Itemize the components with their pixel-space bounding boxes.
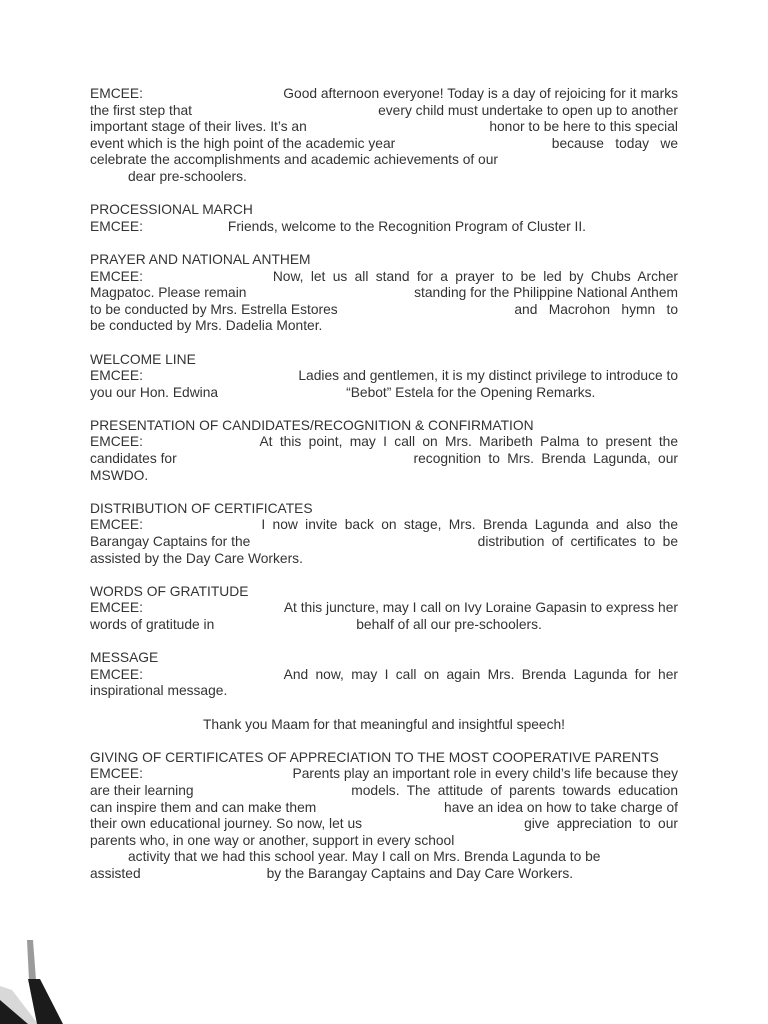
line-left: Magpatoc. Please remain xyxy=(90,285,247,301)
text-line xyxy=(90,534,678,551)
section-heading: PRAYER AND NATIONAL ANTHEM xyxy=(90,251,311,267)
line-right: At this juncture, may I call on Ivy Loraine Gapasin to express her xyxy=(283,600,678,616)
text-line: be conducted by Mrs. Dadelia Monter. xyxy=(90,318,323,334)
tab-gap xyxy=(143,230,228,231)
text-line xyxy=(90,368,678,385)
section-heading: WELCOME LINE xyxy=(90,351,196,367)
text-line: activity that we had this school year. May I call on Mrs. Brenda Lagunda to be xyxy=(128,849,601,865)
line-right: honor to be here to this special xyxy=(489,119,678,135)
text-line xyxy=(90,617,678,634)
text-line: dear pre-schoolers. xyxy=(128,168,247,184)
line-left: EMCEE: xyxy=(90,268,143,284)
text-line xyxy=(90,269,678,286)
line-right: Good afternoon everyone! Today is a day of rejoicing for it marks xyxy=(283,86,678,101)
line-left: their own educational journey. So now, let us xyxy=(90,816,363,832)
text-line xyxy=(90,285,678,302)
line-left: EMCEE: xyxy=(90,600,143,616)
section-opening xyxy=(90,86,678,186)
scan-line-shape xyxy=(27,940,36,980)
line-left: important stage of their lives. It’s an xyxy=(90,119,307,135)
acknowledgement-line: Thank you Maam for that meaningful and insightful speech! xyxy=(203,716,565,732)
line-left: can inspire them and can make them xyxy=(90,799,317,815)
tab-gap xyxy=(141,877,267,878)
line-left: to be conducted by Mrs. Estrella Estores xyxy=(90,301,338,317)
line-left: EMCEE: xyxy=(90,517,143,533)
scan-corner-artifact xyxy=(0,934,70,1024)
text-line xyxy=(90,86,678,103)
line-left: the first step that xyxy=(90,102,192,118)
text-line xyxy=(90,136,678,153)
line-right: distribution of certificates to be xyxy=(477,534,678,550)
section-heading: WORDS OF GRATITUDE xyxy=(90,583,249,599)
text-line xyxy=(90,667,678,684)
text-line: parents who, in one way or another, support in every school xyxy=(90,832,455,848)
line-right: recognition to Mrs. Brenda Lagunda, our xyxy=(413,451,678,467)
text-line xyxy=(90,451,678,468)
line-right: give appreciation to our xyxy=(524,816,678,832)
line-left: EMCEE: xyxy=(90,218,143,234)
text-line xyxy=(90,103,678,120)
section-giving-of-certificates xyxy=(90,750,678,883)
section-welcome-line xyxy=(90,352,678,402)
line-right: At this point, may I call on Mrs. Maribeth Palma to present the xyxy=(259,434,678,450)
line-right: And now, may I call on again Mrs. Brenda Lagunda for her xyxy=(283,666,678,682)
line-left: you our Hon. Edwina xyxy=(90,384,219,400)
line-right: models. The attitude of parents towards education xyxy=(351,782,678,798)
line-left: event which is the high point of the academic year xyxy=(90,135,396,151)
section-heading: PROCESSIONAL MARCH xyxy=(90,202,253,218)
text-line: celebrate the accomplishments and academic achievements of our xyxy=(90,152,498,168)
line-right: Ladies and gentlemen, it is my distinct privilege to introduce to xyxy=(298,368,678,384)
line-left: EMCEE: xyxy=(90,368,143,384)
line-left: EMCEE: xyxy=(90,86,143,101)
section-distribution-of-certificates xyxy=(90,501,678,567)
text-line xyxy=(90,385,678,402)
text-line xyxy=(90,783,678,800)
line-left: EMCEE: xyxy=(90,434,143,450)
text-line xyxy=(90,800,678,817)
text-line xyxy=(90,600,678,617)
acknowledgement-line-block xyxy=(90,717,678,734)
line-right: behalf of all our pre-schoolers. xyxy=(356,617,542,632)
text-line: MSWDO. xyxy=(90,467,149,483)
text-line xyxy=(90,219,678,236)
tab-gap xyxy=(214,628,356,629)
line-right: standing for the Philippine National Anthem xyxy=(414,285,678,301)
scan-mark-shape xyxy=(28,979,63,1024)
text-line xyxy=(90,766,678,783)
tab-gap xyxy=(218,396,346,397)
line-left: EMCEE: xyxy=(90,766,143,782)
text-line xyxy=(90,866,678,883)
text-line xyxy=(90,434,678,451)
line-right: I now invite back on stage, Mrs. Brenda Lagunda and also the xyxy=(261,517,678,533)
line-left: candidates for xyxy=(90,451,177,467)
section-heading: PRESENTATION OF CANDIDATES/RECOGNITION & CONFIRMATION xyxy=(90,417,534,433)
text-line xyxy=(90,302,678,319)
text-line xyxy=(90,517,678,534)
section-processional-march xyxy=(90,202,678,235)
text-line: assisted by the Day Care Workers. xyxy=(90,550,303,566)
line-left: words of gratitude in xyxy=(90,617,215,632)
line-left: EMCEE: xyxy=(90,666,143,682)
line-right: because today we xyxy=(551,135,678,151)
line-right: have an idea on how to take charge of xyxy=(444,799,678,815)
line-right: “Bebot” Estela for the Opening Remarks. xyxy=(346,384,596,400)
section-heading: DISTRIBUTION OF CERTIFICATES xyxy=(90,500,313,516)
line-right: and Macrohon hymn to xyxy=(514,301,678,317)
text-line xyxy=(90,119,678,136)
line-left: assisted xyxy=(90,865,141,881)
line-right: by the Barangay Captains and Day Care Workers. xyxy=(266,865,574,881)
section-presentation-of-candidates xyxy=(90,418,678,484)
section-heading: GIVING OF CERTIFICATES OF APPRECIATION TO THE MOST COOPERATIVE PARENTS xyxy=(90,749,659,765)
line-left: Barangay Captains for the xyxy=(90,534,251,550)
line-right: Parents play an important role in every child’s life because they xyxy=(292,766,678,782)
section-prayer-and-national-anthem xyxy=(90,252,678,335)
text-line xyxy=(90,816,678,833)
document-body xyxy=(90,86,678,883)
line-left: are their learning xyxy=(90,782,194,798)
text-line: inspirational message. xyxy=(90,683,228,699)
section-heading: MESSAGE xyxy=(90,650,159,666)
section-words-of-gratitude xyxy=(90,584,678,634)
line-right: Now, let us all stand for a prayer to be led by Chubs Archer xyxy=(272,268,678,284)
line-right: every child must undertake to open up to another xyxy=(378,102,678,118)
line-right: Friends, welcome to the Recognition Program of Cluster II. xyxy=(227,218,587,234)
section-message xyxy=(90,650,678,700)
